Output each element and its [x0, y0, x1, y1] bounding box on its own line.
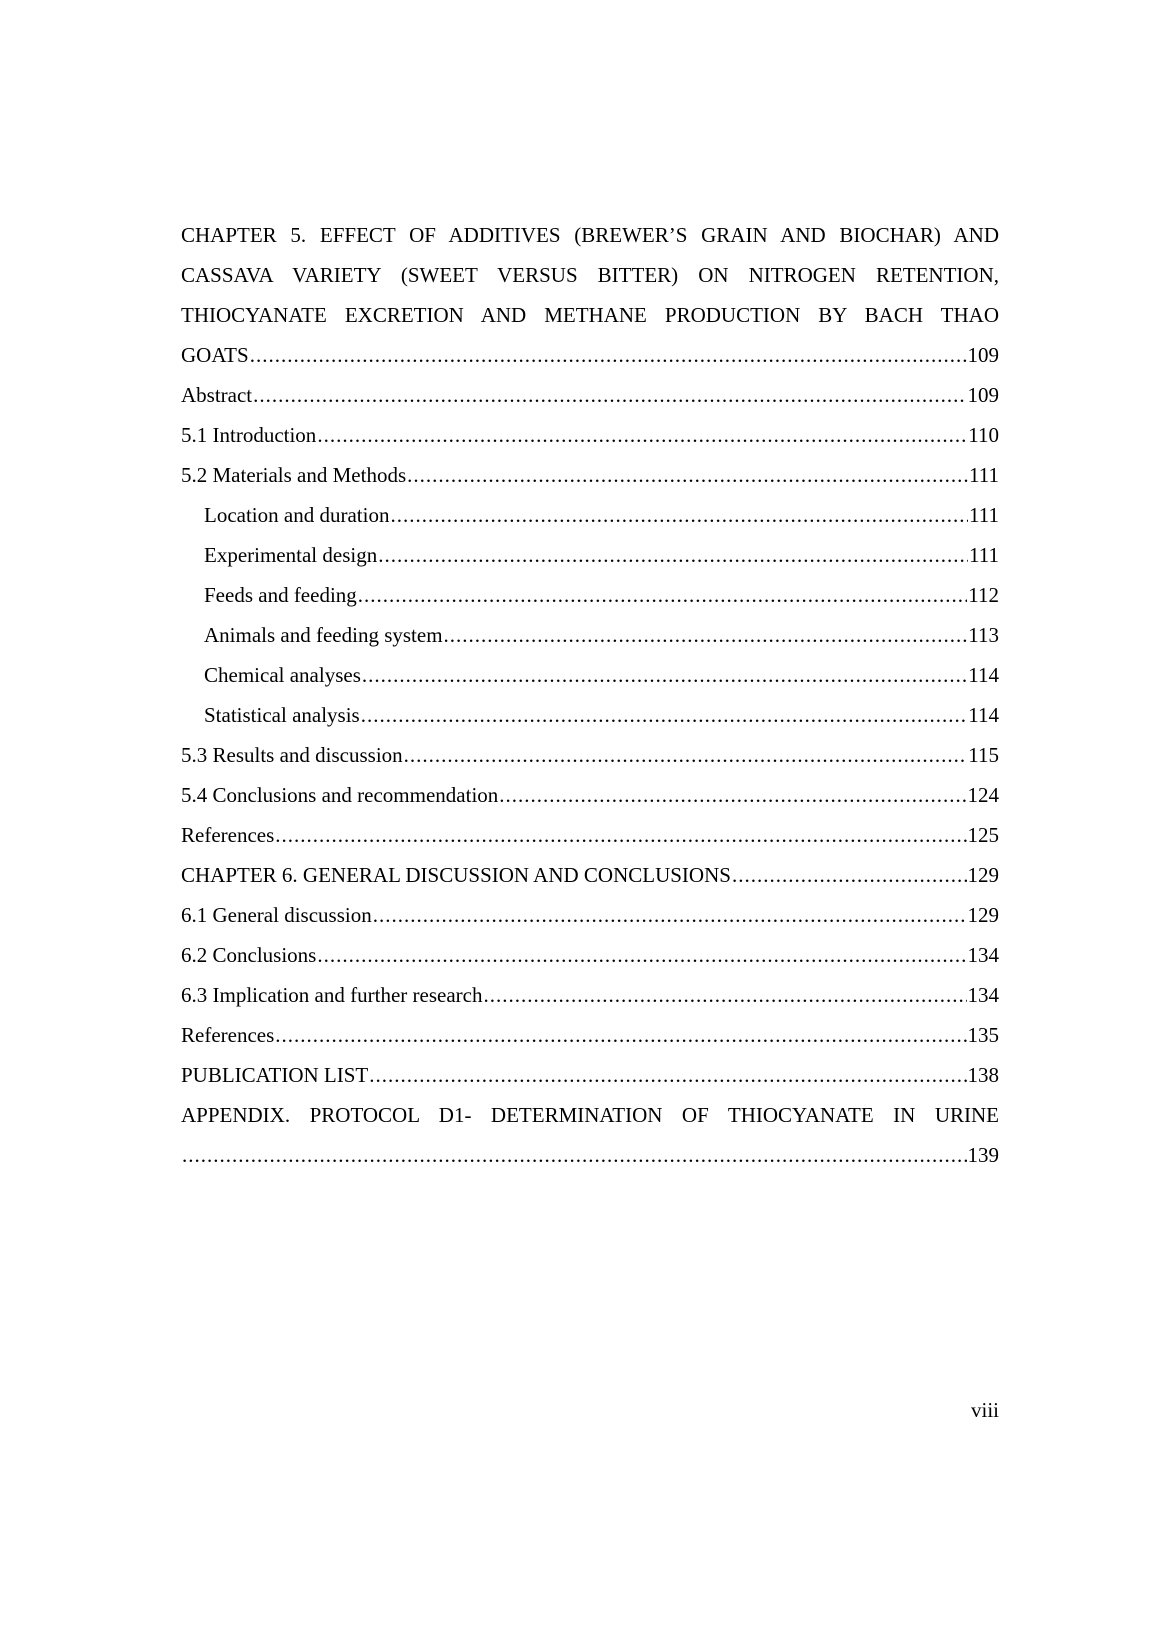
toc-entry-label: References: [181, 1023, 275, 1047]
toc-entry-appendix[interactable]: [181, 1095, 999, 1175]
toc-chapter5-line-1: CHAPTER 5. EFFECT OF ADDITIVES (BREWER’S GRAIN AND BIOCHAR) AND: [181, 223, 999, 247]
dot-leader: [373, 895, 967, 935]
toc-entry-label: 5.1 Introduction: [181, 423, 317, 447]
toc-entry-statistical-analysis[interactable]: [181, 695, 999, 735]
toc-entry-page: 110: [968, 423, 999, 447]
toc-entry-animals-feeding-system[interactable]: [181, 615, 999, 655]
toc-entry-label: 5.2 Materials and Methods: [181, 463, 407, 487]
dot-leader: [483, 975, 966, 1015]
toc-entry-page: 111: [969, 463, 999, 487]
toc-entry-page: 111: [969, 503, 999, 527]
toc-entry-conclusions-recommendation[interactable]: [181, 775, 999, 815]
toc-entry-label: 6.2 Conclusions: [181, 943, 317, 967]
dot-leader: [361, 695, 968, 735]
toc-entry-label: Location and duration: [204, 503, 390, 527]
toc-entry-page: 113: [968, 623, 999, 647]
dot-leader: [369, 1055, 966, 1095]
toc-entry-page: 109: [967, 343, 999, 367]
toc-entry-label: 6.3 Implication and further research: [181, 983, 483, 1007]
dot-leader: [378, 535, 968, 575]
toc-appendix-page-line: [181, 1135, 999, 1175]
page-number: viii: [970, 1398, 999, 1422]
toc-entry-references-ch6[interactable]: [181, 1015, 999, 1055]
toc-chapter5-line-3: THIOCYANATE EXCRETION AND METHANE PRODUCTION BY BACH THAO: [181, 303, 999, 327]
toc-entry-label: GOATS: [181, 343, 249, 367]
dot-leader: [317, 415, 967, 455]
toc-entry-page: 111: [969, 543, 999, 567]
dot-leader: [404, 735, 968, 775]
toc-entry-conclusions[interactable]: [181, 935, 999, 975]
dot-leader: [317, 935, 966, 975]
toc-entry-label: References: [181, 823, 275, 847]
toc-entry-page: 109: [967, 383, 999, 407]
toc-entry-page: 134: [967, 983, 999, 1007]
dot-leader: [407, 455, 968, 495]
dot-leader: [362, 655, 967, 695]
toc-entry-label: Experimental design: [204, 543, 378, 567]
toc-entry-page: 134: [967, 943, 999, 967]
dot-leader: [499, 775, 966, 815]
toc-entry-page: 138: [967, 1063, 999, 1087]
dot-leader: [182, 1135, 967, 1175]
toc-entry-label: CHAPTER 6. GENERAL DISCUSSION AND CONCLUSIONS: [181, 863, 731, 887]
toc-entry-implication-research[interactable]: [181, 975, 999, 1015]
toc-entry-page: 114: [968, 663, 999, 687]
toc-entry-page: 115: [968, 743, 999, 767]
toc-entry-page: 124: [967, 783, 999, 807]
toc-entry-label: Statistical analysis: [204, 703, 360, 727]
toc-entry-location-duration[interactable]: [181, 495, 999, 535]
toc-entry-label: Animals and feeding system: [204, 623, 443, 647]
dot-leader: [253, 375, 966, 415]
toc-chapter5-line-2: CASSAVA VARIETY (SWEET VERSUS BITTER) ON NITROGEN RETENTION,: [181, 263, 999, 287]
dot-leader: [250, 335, 967, 375]
toc-entry-page: 129: [967, 863, 999, 887]
toc-entry-introduction[interactable]: [181, 415, 999, 455]
toc-entry-publication-list[interactable]: [181, 1055, 999, 1095]
dot-leader: [275, 1015, 966, 1055]
dot-leader: [390, 495, 968, 535]
toc-entry-page: 112: [968, 583, 999, 607]
toc-entry-label: Abstract: [181, 383, 253, 407]
toc-entry-chemical-analyses[interactable]: [181, 655, 999, 695]
toc-entry-results-discussion[interactable]: [181, 735, 999, 775]
toc-entry-page: 125: [967, 823, 999, 847]
toc-entry-label: PUBLICATION LIST: [181, 1063, 369, 1087]
toc-appendix-line: APPENDIX. PROTOCOL D1- DETERMINATION OF THIOCYANATE IN URINE: [181, 1103, 999, 1127]
table-of-contents: [181, 215, 999, 1175]
toc-chapter5-last-line: [181, 335, 999, 375]
dot-leader: [732, 855, 967, 895]
toc-entry-abstract[interactable]: [181, 375, 999, 415]
dot-leader: [358, 575, 967, 615]
toc-entry-general-discussion[interactable]: [181, 895, 999, 935]
toc-chapter5-heading[interactable]: [181, 215, 999, 375]
toc-entry-page: 139: [967, 1143, 999, 1167]
toc-entry-label: 6.1 General discussion: [181, 903, 372, 927]
toc-entry-feeds-feeding[interactable]: [181, 575, 999, 615]
toc-entry-label: Feeds and feeding: [204, 583, 357, 607]
toc-entry-page: 114: [968, 703, 999, 727]
toc-entry-chapter6[interactable]: [181, 855, 999, 895]
toc-entry-experimental-design[interactable]: [181, 535, 999, 575]
toc-entry-label: Chemical analyses: [204, 663, 361, 687]
dot-leader: [444, 615, 968, 655]
toc-entry-page: 129: [967, 903, 999, 927]
toc-entry-page: 135: [967, 1023, 999, 1047]
toc-entry-label: 5.4 Conclusions and recommendation: [181, 783, 499, 807]
toc-entry-references-ch5[interactable]: [181, 815, 999, 855]
toc-entry-materials-methods[interactable]: [181, 455, 999, 495]
dot-leader: [275, 815, 966, 855]
toc-entry-label: 5.3 Results and discussion: [181, 743, 403, 767]
